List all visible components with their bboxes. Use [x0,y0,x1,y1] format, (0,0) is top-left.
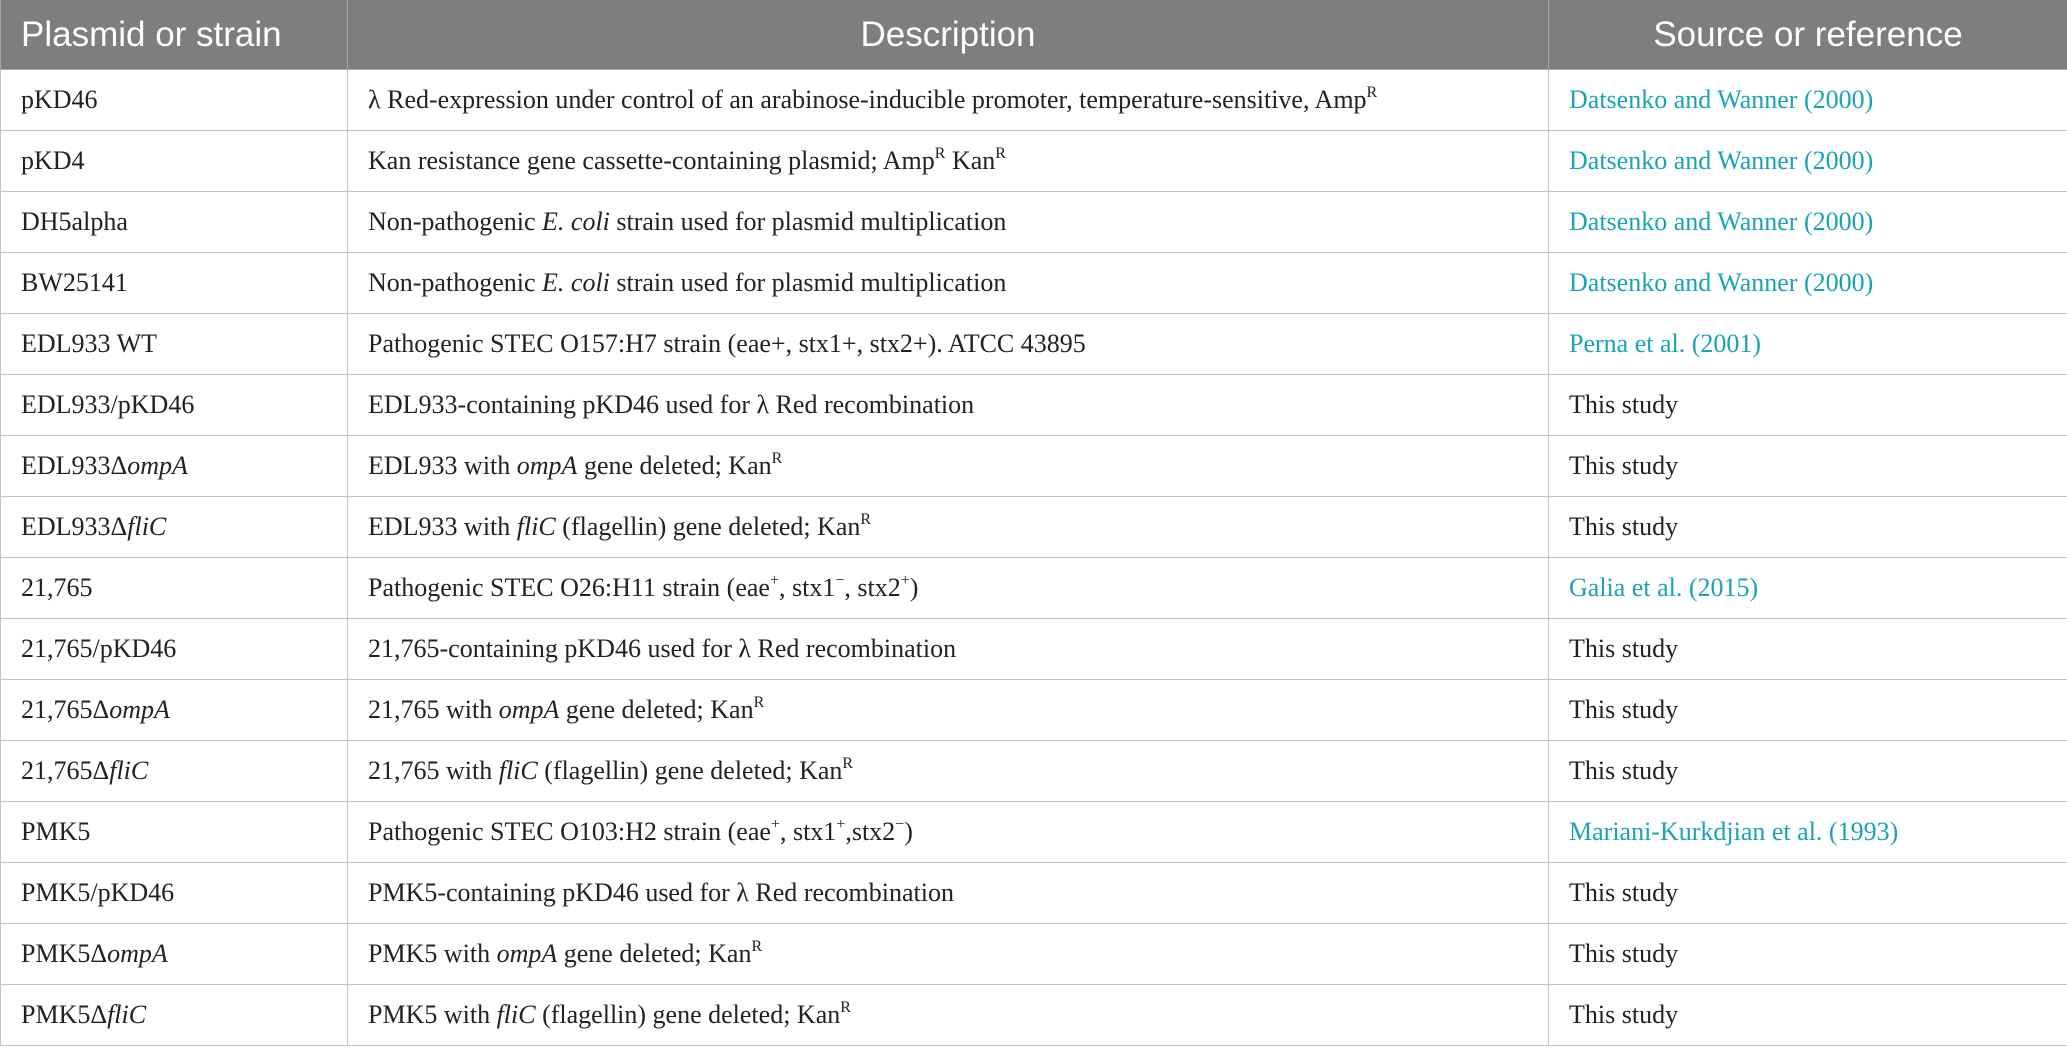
superscript: R [934,145,946,162]
header-plasmid-or-strain: Plasmid or strain [1,0,348,70]
text-segment: PMK5 with [368,939,497,968]
cell-source: This study [1549,619,2067,680]
italic-text: ompA [107,939,168,968]
table-header [1,0,2067,70]
cell-strain [1,741,348,802]
cell-description [348,131,1549,192]
cell-strain [1,436,348,497]
text-segment: 21,765 [21,573,93,602]
superscript: + [769,572,779,589]
text-segment: Pathogenic STEC O157:H7 strain (eae+, stx1+, stx2+). ATCC 43895 [368,329,1086,358]
text-segment: pKD4 [21,146,85,175]
cell-source-reference-link[interactable]: Datsenko and Wanner (2000) [1549,131,2067,192]
text-segment: PMK5Δ [21,1000,108,1029]
table-body [1,70,2067,1046]
text-segment: EDL933 WT [21,329,157,358]
text-segment: 21,765Δ [21,695,110,724]
text-segment: EDL933 with [368,512,517,541]
cell-description [348,924,1549,985]
cell-description [348,680,1549,741]
cell-source-reference-link[interactable]: Perna et al. (2001) [1549,314,2067,375]
italic-text: fliC [127,512,167,541]
table-row [1,436,2067,497]
superscript: − [895,816,905,833]
header-description: Description [348,0,1549,70]
text-segment: (flagellin) gene deleted; Kan [555,512,861,541]
superscript: − [835,572,845,589]
cell-source: This study [1549,985,2067,1046]
superscript: R [842,755,854,772]
cell-description [348,314,1549,375]
cell-strain [1,253,348,314]
text-segment: EDL933-containing pKD46 used for λ Red recombination [368,390,975,419]
text-segment: PMK5-containing pKD46 used for λ Red recombination [368,878,954,907]
text-segment: ,stx2 [845,817,896,846]
text-segment: Pathogenic STEC O26:H11 strain (eae [368,573,770,602]
header-row [1,0,2067,70]
cell-strain [1,314,348,375]
cell-source: This study [1549,863,2067,924]
cell-source: This study [1549,741,2067,802]
cell-strain [1,192,348,253]
italic-text: ompA [516,451,578,480]
cell-source-reference-link[interactable]: Galia et al. (2015) [1549,558,2067,619]
cell-description [348,375,1549,436]
text-segment: Kan [945,146,996,175]
cell-description [348,985,1549,1046]
text-segment: 21,765/pKD46 [21,634,177,663]
superscript: + [900,572,910,589]
cell-strain [1,802,348,863]
cell-description [348,253,1549,314]
text-segment: EDL933Δ [21,451,128,480]
cell-source: This study [1549,680,2067,741]
text-segment: strain used for plasmid multiplication [609,268,1007,297]
table-row [1,863,2067,924]
text-segment: Non-pathogenic [368,207,543,236]
cell-strain [1,558,348,619]
text-segment: (flagellin) gene deleted; Kan [537,756,843,785]
table-row [1,497,2067,558]
superscript: R [840,999,851,1016]
cell-strain [1,680,348,741]
text-segment: 21,765 with [368,695,499,724]
cell-description [348,497,1549,558]
table-row [1,924,2067,985]
text-segment: strain used for plasmid multiplication [609,207,1007,236]
text-segment: Pathogenic STEC O103:H2 strain (eae [368,817,771,846]
cell-description [348,558,1549,619]
cell-description [348,70,1549,131]
cell-source-reference-link[interactable]: Datsenko and Wanner (2000) [1549,70,2067,131]
text-segment: pKD46 [21,85,98,114]
text-segment: PMK5 [21,817,91,846]
text-segment: ) [904,817,913,846]
text-segment: Kan resistance gene cassette-containing plasmid; Amp [368,146,935,175]
text-segment: EDL933 with [368,451,517,480]
cell-description [348,436,1549,497]
text-segment: 21,765 with [368,756,499,785]
superscript: R [860,511,872,528]
text-segment: EDL933/pKD46 [21,390,195,419]
table-row [1,680,2067,741]
italic-text: E. coli [542,268,610,297]
text-segment: PMK5/pKD46 [21,878,175,907]
table-row [1,375,2067,436]
italic-text: fliC [109,756,149,785]
italic-text: fliC [496,1000,536,1029]
cell-strain [1,985,348,1046]
text-segment: ) [909,573,919,602]
text-segment: gene deleted; Kan [557,939,752,968]
cell-source-reference-link[interactable]: Datsenko and Wanner (2000) [1549,253,2067,314]
cell-strain [1,863,348,924]
text-segment: gene deleted; Kan [559,695,754,724]
cell-description [348,863,1549,924]
text-segment: , stx1 [778,573,836,602]
table-row [1,619,2067,680]
cell-strain [1,497,348,558]
italic-text: ompA [498,695,560,724]
table-row [1,558,2067,619]
text-segment: DH5alpha [21,207,128,236]
italic-text: ompA [496,939,558,968]
cell-strain [1,131,348,192]
table-row [1,70,2067,131]
cell-description [348,802,1549,863]
italic-text: ompA [127,451,188,480]
text-segment: BW25141 [21,268,128,297]
cell-source: This study [1549,497,2067,558]
header-source-or-reference: Source or reference [1549,0,2067,70]
cell-description [348,619,1549,680]
cell-strain [1,619,348,680]
text-segment: λ Red-expression under control of an arabinose-inducible promoter, temperature-sensitive, Amp [368,85,1367,114]
text-segment: , stx2 [844,573,901,602]
cell-source: This study [1549,924,2067,985]
table-row [1,131,2067,192]
cell-source-reference-link[interactable]: Mariani-Kurkdjian et al. (1993) [1549,802,2067,863]
table-row [1,253,2067,314]
superscript: + [836,816,846,833]
text-segment: 21,765Δ [21,756,110,785]
superscript: R [753,694,765,711]
superscript: R [771,450,783,467]
superscript: R [751,938,763,955]
cell-description [348,192,1549,253]
table-row [1,802,2067,863]
superscript: R [1366,84,1378,101]
cell-source-reference-link[interactable]: Datsenko and Wanner (2000) [1549,192,2067,253]
text-segment: PMK5 with [368,1000,497,1029]
table-row [1,985,2067,1046]
italic-text: fliC [516,512,556,541]
superscript: + [770,816,780,833]
text-segment: EDL933Δ [21,512,128,541]
italic-text: fliC [107,1000,147,1029]
cell-strain [1,70,348,131]
italic-text: ompA [109,695,170,724]
table-row [1,314,2067,375]
table-row [1,192,2067,253]
text-segment: (flagellin) gene deleted; Kan [535,1000,841,1029]
text-segment: 21,765-containing pKD46 used for λ Red recombination [368,634,957,663]
text-segment: gene deleted; Kan [577,451,772,480]
table-row [1,741,2067,802]
superscript: R [995,145,1006,162]
text-segment: Non-pathogenic [368,268,543,297]
cell-source: This study [1549,375,2067,436]
cell-description [348,741,1549,802]
text-segment: , stx1 [779,817,837,846]
italic-text: E. coli [542,207,610,236]
italic-text: fliC [498,756,538,785]
cell-source: This study [1549,436,2067,497]
text-segment: PMK5Δ [21,939,108,968]
cell-strain [1,375,348,436]
cell-strain [1,924,348,985]
